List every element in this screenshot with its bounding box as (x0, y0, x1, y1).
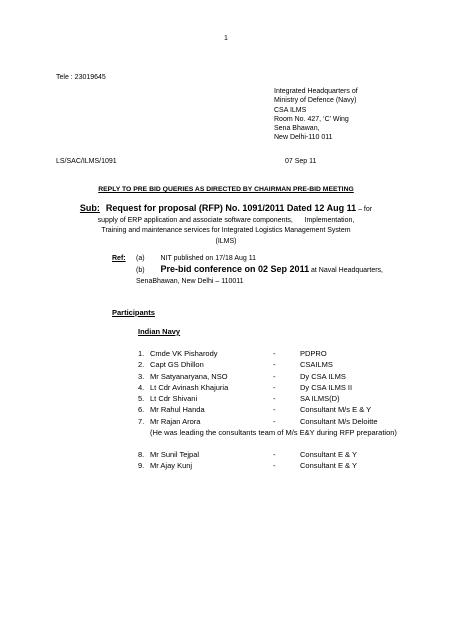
list-item (138, 382, 438, 393)
subject-title-row (0, 203, 452, 216)
item-number: 9. (138, 461, 145, 471)
list-item (138, 416, 438, 427)
letter-date: 07 Sep 11 (285, 158, 317, 165)
indian-navy-heading: Indian Navy (138, 327, 181, 336)
address-line: Room No. 427, ‘C’ Wing (274, 115, 349, 123)
subject-label: Sub: (79, 203, 100, 213)
separator: - (273, 349, 276, 358)
separator: - (273, 405, 276, 415)
reference-number: LS/SAC/ILMS/1091 (56, 158, 117, 165)
subject-line: (ILMS) (215, 237, 237, 245)
participant-role: Consultant E & Y (300, 450, 357, 460)
item-number: 5. (138, 394, 145, 404)
participant-name: Lt Cdr Shivani (150, 394, 198, 404)
separator: - (273, 371, 276, 381)
subject-block (0, 203, 452, 247)
list-item (138, 371, 438, 382)
address-line: Sena Bhawan, (274, 125, 320, 133)
list-item (138, 460, 438, 471)
participant-role: Consultant M/s Deloitte (300, 416, 378, 426)
separator: - (273, 461, 276, 471)
separator: - (273, 382, 276, 392)
separator: - (273, 360, 276, 370)
address-line: Integrated Headquarters of (274, 88, 358, 95)
list-item (138, 359, 438, 370)
participant-role: Consultant M/s E & Y (300, 405, 372, 415)
item-number: 8. (138, 450, 145, 460)
participant-role: Dy CSA ILMS (300, 371, 346, 381)
item-number: 6. (138, 405, 145, 415)
subject-line: supply of ERP application and associate software components, Implementation, (97, 216, 355, 224)
address-line: CSA ILMS (274, 106, 307, 114)
separator: - (273, 450, 276, 460)
participant-note-row (138, 427, 438, 449)
separator: - (273, 416, 276, 426)
participant-name: Mr Ajay Kunj (150, 461, 193, 471)
participant-list (138, 348, 438, 472)
participant-role: SA ILMS(D) (300, 394, 340, 404)
list-item (138, 393, 438, 404)
page-number: 1 (224, 35, 228, 42)
telephone: Tele : 23019645 (56, 74, 106, 81)
sender-address (274, 87, 358, 143)
reference-b-text: at Naval Headquarters, (309, 267, 384, 274)
reference-b-marker: (b) (136, 267, 145, 274)
list-item (138, 348, 438, 359)
participant-note: (He was leading the consultants team of M/s E&Y during RFP preparation) (150, 428, 397, 438)
participant-role: Dy CSA ILMS II (300, 382, 353, 392)
participant-name: Cmde VK Pisharody (150, 349, 218, 358)
reference-a-text: NIT published on 17/18 Aug 11 (160, 255, 256, 262)
document-heading: REPLY TO PRE BID QUERIES AS DIRECTED BY CHAIRMAN PRE-BID MEETING (98, 186, 354, 193)
reference-a-marker: (a) (136, 255, 145, 262)
item-number: 1. (138, 349, 145, 358)
item-number: 3. (138, 371, 145, 381)
subject-title-tail: – for (356, 206, 373, 213)
address-line: New Delhi-110 011 (274, 134, 333, 142)
subject-line: Training and maintenance services for Integrated Logistics Management System (101, 227, 351, 234)
reference-b-line2: SenaBhawan, New Delhi – 110011 (136, 278, 244, 285)
address-line: Ministry of Defence (Navy) (274, 97, 357, 105)
item-number: 2. (138, 360, 145, 370)
participant-name: Mr Rajan Arora (150, 416, 201, 426)
reference-b (112, 265, 383, 275)
participant-role: CSAILMS (300, 360, 333, 370)
item-number: 4. (138, 382, 145, 392)
participant-role: PDPRO (300, 349, 327, 358)
reference-a (112, 254, 256, 263)
participant-name: Capt GS Dhillon (150, 360, 204, 370)
participant-name: Mr Satyanaryana, NSO (150, 371, 228, 381)
participant-name: Mr Sunil Tejpal (150, 450, 200, 460)
participant-name: Mr Rahul Handa (150, 405, 205, 415)
reference-b-bold: Pre-bid conference on 02 Sep 2011 (160, 264, 310, 274)
participant-role: Consultant E & Y (300, 461, 357, 471)
reference-label: Ref: (112, 255, 126, 262)
list-item (138, 449, 438, 460)
subject-title: Request for proposal (RFP) No. 1091/2011 Dated 12 Aug 11 (105, 203, 357, 213)
participant-name: Lt Cdr Avinash Khajuria (150, 382, 229, 392)
list-item (138, 404, 438, 415)
participants-heading: Participants (112, 308, 155, 317)
separator: - (273, 394, 276, 404)
item-number: 7. (138, 416, 145, 426)
